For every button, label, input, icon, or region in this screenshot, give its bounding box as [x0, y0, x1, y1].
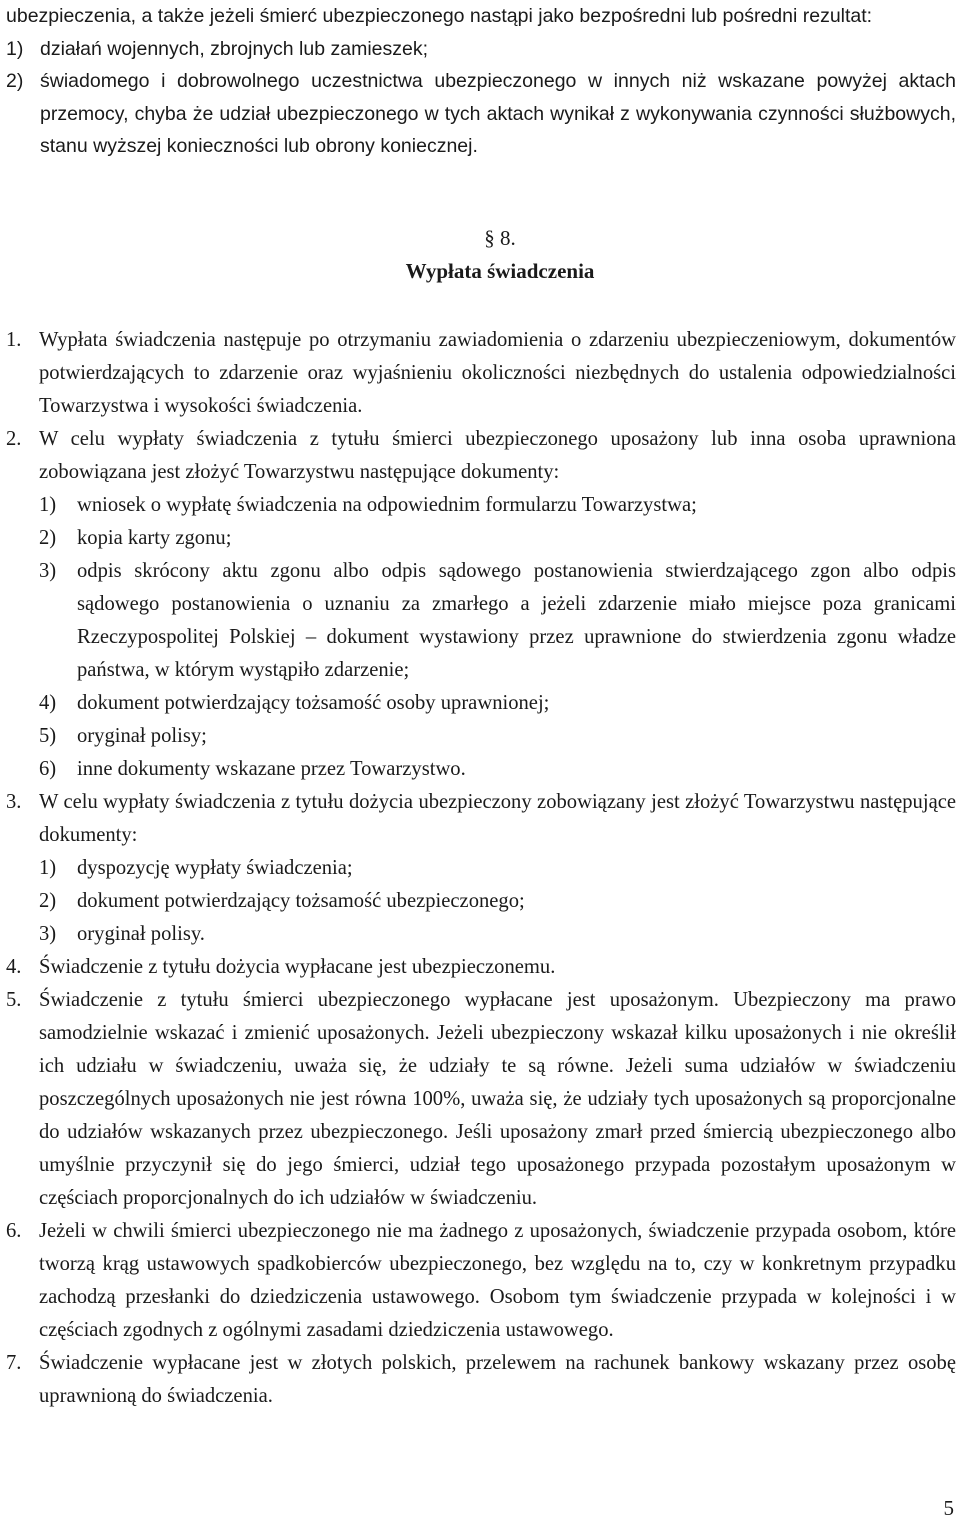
intro-item-text: działań wojennych, zbrojnych lub zamieszek;	[40, 37, 429, 60]
sub-item-text: oryginał polisy;	[77, 725, 207, 747]
intro-section	[6, 0, 956, 163]
point-4	[6, 951, 956, 984]
point-text: W celu wypłaty świadczenia z tytułu dożycia ubezpieczony zobowiązany jest złożyć Towarzystwu następujące dokumenty:	[39, 791, 956, 846]
sub-item-number: 1)	[39, 857, 57, 879]
sub-item	[39, 753, 956, 786]
sub-item	[39, 918, 956, 951]
sub-item-number: 4)	[39, 692, 57, 714]
page-number: 5	[943, 1496, 954, 1520]
sub-item-number: 3)	[39, 923, 57, 945]
sub-item-number: 2)	[39, 527, 57, 549]
intro-item	[6, 65, 956, 163]
sub-item-number: 3)	[39, 560, 57, 582]
sub-item	[39, 522, 956, 555]
sub-item-text: wniosek o wypłatę świadczenia na odpowiednim formularzu Towarzystwa;	[77, 494, 697, 516]
point-number: 3.	[6, 791, 22, 813]
point-text: Jeżeli w chwili śmierci ubezpieczonego nie ma żadnego z uposażonych, świadczenie przypada osobom, które tworzą krąg ustawowych spadkobierców ubezpieczonego, bez względu na to, czy w konkretnym przypadku zachodzą przesłanki do dziedziczenia ustawowego. Osobom tym świadczenie przypada w kolejności i w częściach zgodnych z ogólnymi zasadami dziedziczenia ustawowego.	[39, 1220, 956, 1341]
point-number: 2.	[6, 428, 22, 450]
point-3	[6, 786, 956, 951]
section-mark: § 8.	[484, 226, 516, 250]
sub-item-number: 1)	[39, 494, 57, 516]
point-2	[6, 423, 956, 786]
points-list	[6, 324, 956, 1413]
point-number: 6.	[6, 1220, 22, 1242]
sub-item-number: 5)	[39, 725, 57, 747]
sub-item-text: kopia karty zgonu;	[77, 527, 232, 549]
point-6	[6, 1215, 956, 1347]
sub-item	[39, 852, 956, 885]
point-number: 1.	[6, 329, 22, 351]
point-text: W celu wypłaty świadczenia z tytułu śmierci ubezpieczonego uposażony lub inna osoba uprawniona zobowiązana jest złożyć Towarzystwu następujące dokumenty:	[39, 428, 956, 483]
intro-item-number: 1)	[6, 37, 24, 60]
sub-item	[39, 687, 956, 720]
sub-item-text: dyspozycję wypłaty świadczenia;	[77, 857, 353, 879]
point-text: Świadczenie z tytułu śmierci ubezpieczonego wypłacane jest uposażonym. Ubezpieczony ma prawo samodzielnie wskazać i zmienić uposażonych. Jeżeli ubezpieczony wskazał kilku uposażonych i nie określił ich udziału w świadczeniu, uważa się, że udziały te są równe. Jeżeli suma udziałów w świadczeniu poszczególnych uposażonych nie jest równa 100%, uważa się, że udziały tych uposażonych są proporcjonalne do udziałów wskazanych przez ubezpieczonego. Jeśli uposażony zmarł przed śmiercią ubezpieczonego albo umyślnie przyczynił się do jego śmierci, udział tego uposażonego przypada pozostałym uposażonym w częściach proporcjonalnych do ich udziałów w świadczeniu.	[39, 989, 956, 1209]
point-text: Świadczenie z tytułu dożycia wypłacane jest ubezpieczonemu.	[39, 956, 556, 978]
point-5	[6, 984, 956, 1215]
sub-item-text: inne dokumenty wskazane przez Towarzystwo.	[77, 758, 466, 780]
sub-item	[39, 489, 956, 522]
sub-item-number: 2)	[39, 890, 57, 912]
point-1	[6, 324, 956, 423]
point-7	[6, 1347, 956, 1413]
sub-item-number: 6)	[39, 758, 57, 780]
intro-item-number: 2)	[6, 70, 24, 93]
point-number: 4.	[6, 956, 22, 978]
section-title: Wypłata świadczenia	[405, 259, 595, 283]
sub-item-text: dokument potwierdzający tożsamość osoby uprawnionej;	[77, 692, 550, 714]
intro-item-text: świadomego i dobrowolnego uczestnictwa ubezpieczonego w innych niż wskazane powyżej aktach przemocy, chyba że udział ubezpieczonego w tych aktach wynikał z wykonywania czynności służbowych, stanu wyższej konieczności lub obrony koniecznej.	[40, 70, 956, 158]
point-text: Świadczenie wypłacane jest w złotych polskich, przelewem na rachunek bankowy wskazany przez osobę uprawnioną do świadczenia.	[39, 1352, 956, 1407]
intro-lead: ubezpieczenia, a także jeżeli śmierć ubezpieczonego nastąpi jako bezpośredni lub pośredni rezultat:	[6, 5, 873, 27]
sub-item-text: oryginał polisy.	[77, 923, 205, 945]
point-number: 7.	[6, 1352, 22, 1374]
sub-item	[39, 885, 956, 918]
intro-item	[6, 33, 956, 66]
point-text: Wypłata świadczenia następuje po otrzymaniu zawiadomienia o zdarzeniu ubezpieczeniowym, dokumentów potwierdzających to zdarzenie oraz wyjaśnieniu okoliczności niezbędnych do ustalenia odpowiedzialności Towarzystwa i wysokości świadczenia.	[39, 329, 956, 417]
sub-item-text: odpis skrócony aktu zgonu albo odpis sądowego postanowienia stwierdzającego zgon albo odpis sądowego postanowienia o uznaniu za zmarłego a jeżeli zdarzenie miało miejsce poza granicami Rzeczypospolitej Polskiej – dokument wystawiony przez uprawnione do stwierdzenia zgonu władze państwa, w którym wystąpiło zdarzenie;	[77, 560, 956, 681]
sub-item-text: dokument potwierdzający tożsamość ubezpieczonego;	[77, 890, 525, 912]
sub-item	[39, 555, 956, 687]
point-number: 5.	[6, 989, 22, 1011]
sub-item	[39, 720, 956, 753]
